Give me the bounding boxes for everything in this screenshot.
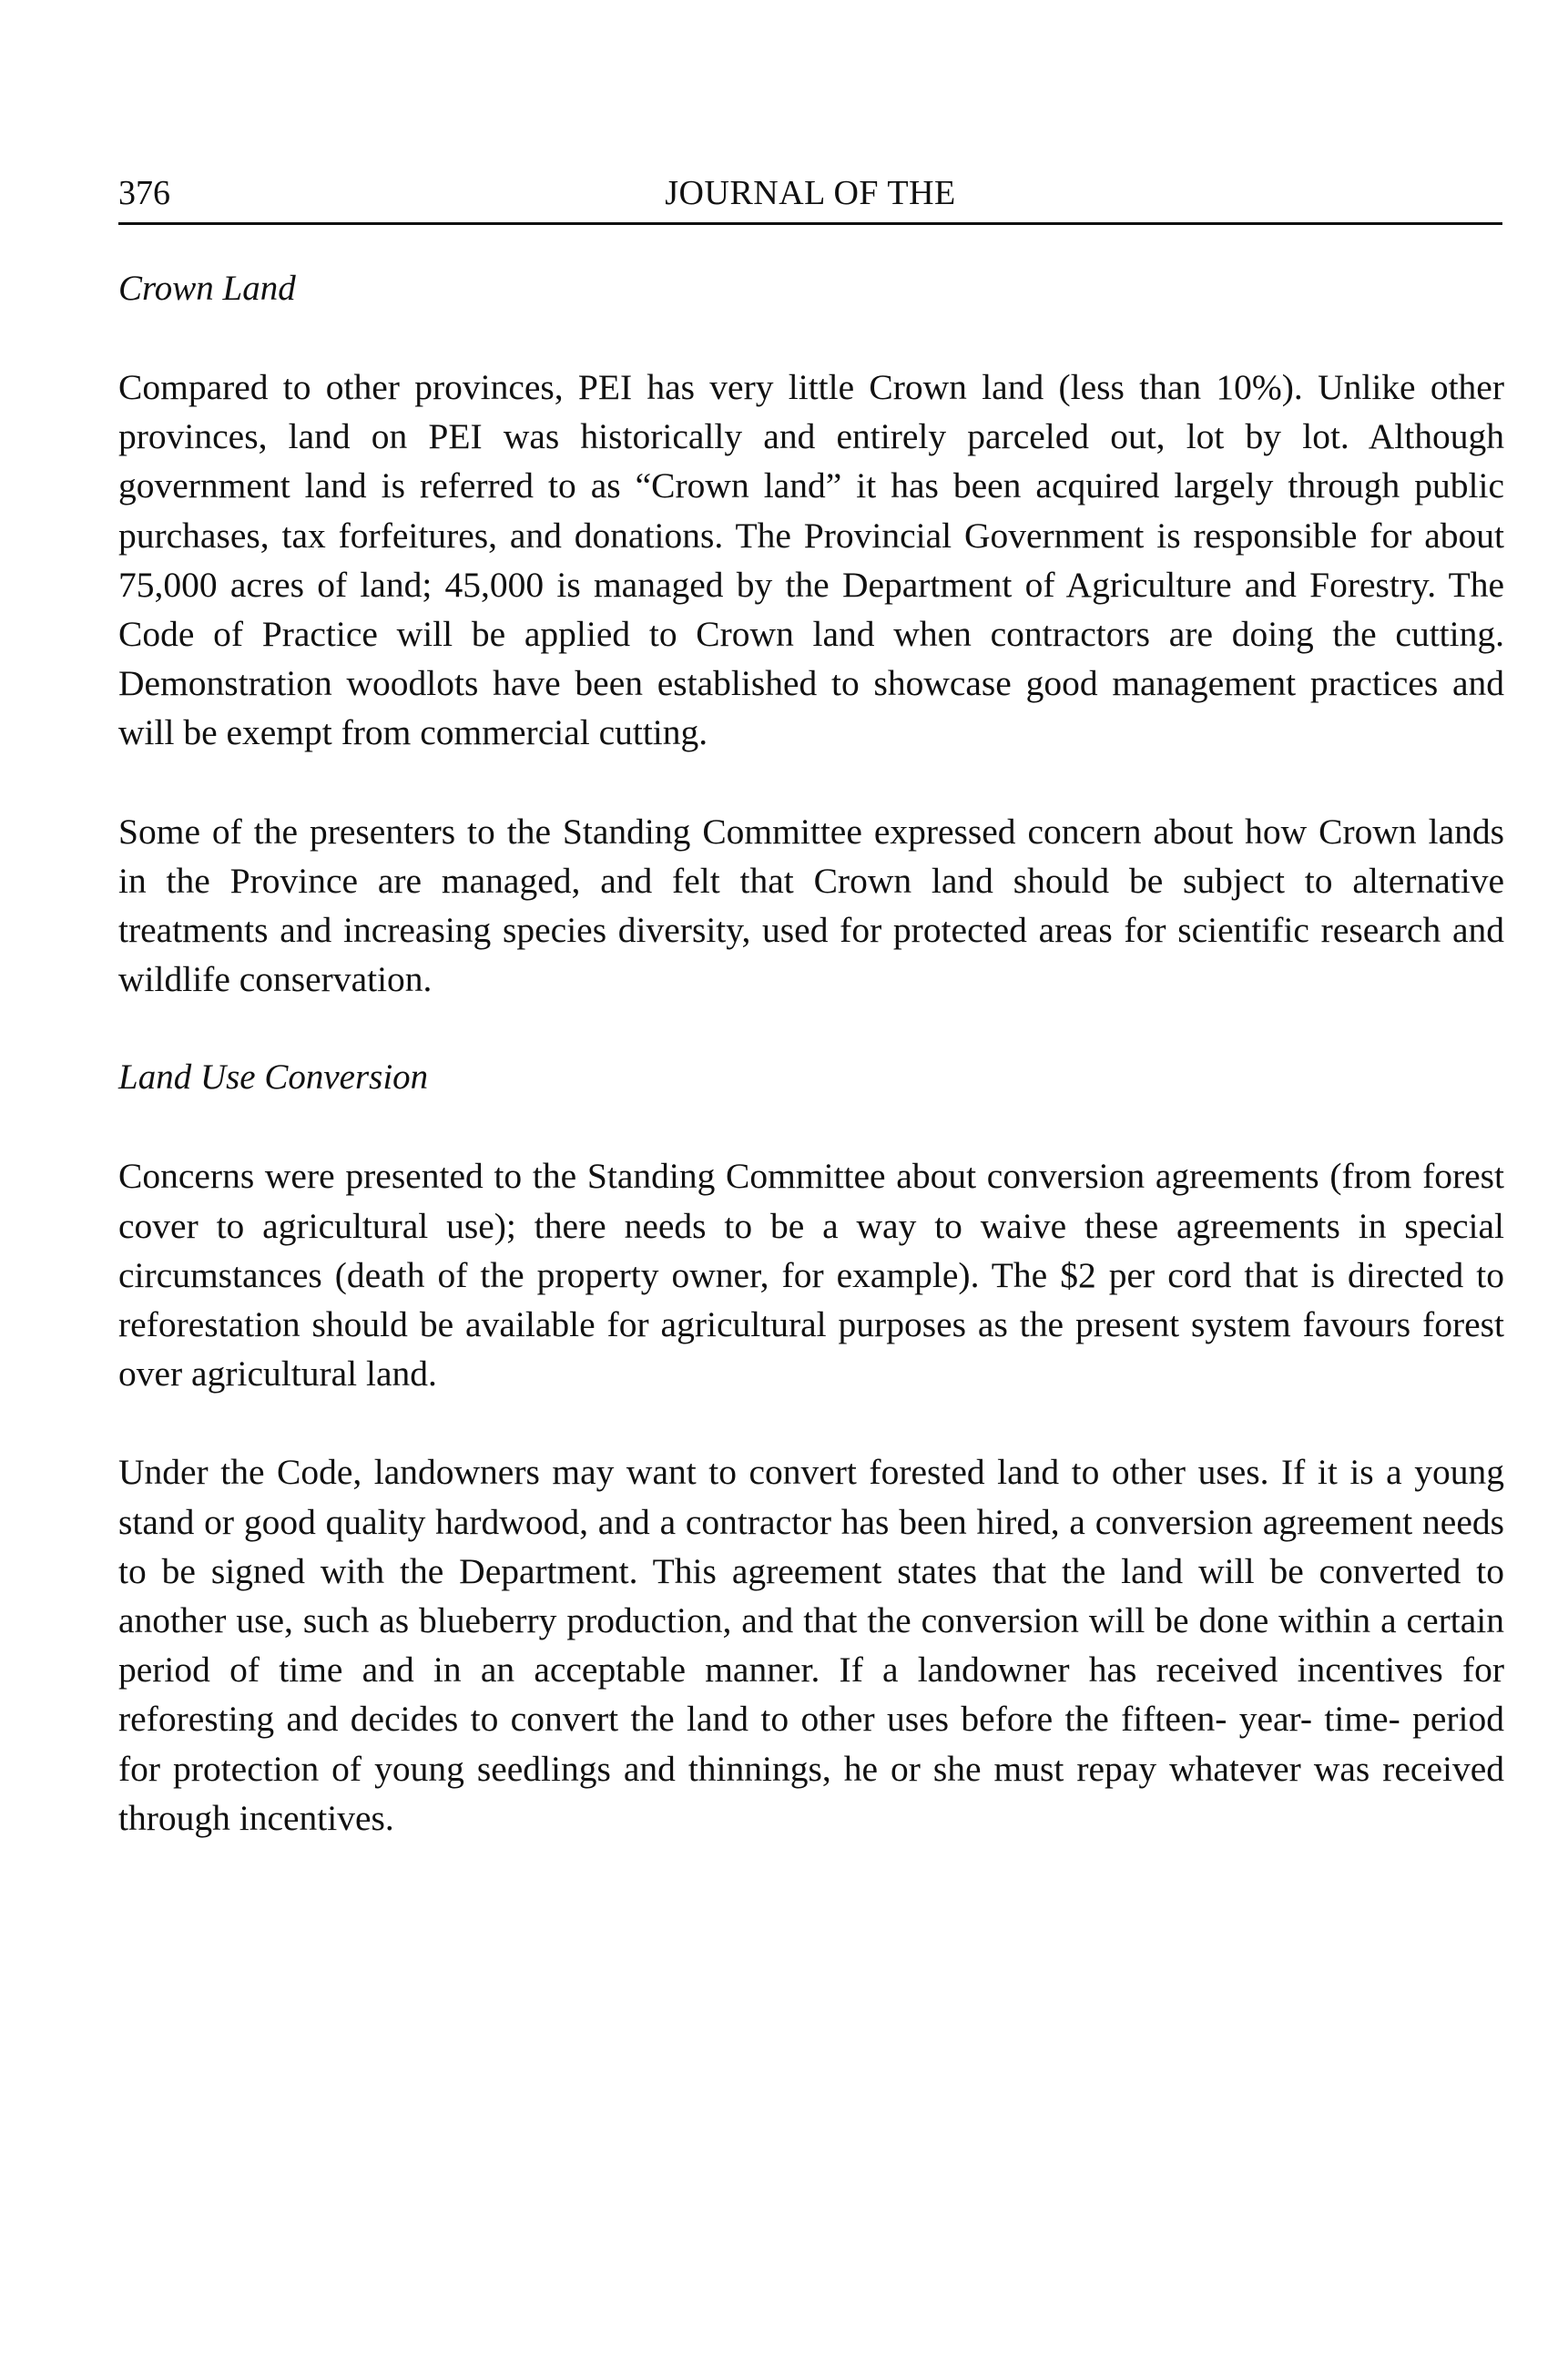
paragraph: Under the Code, landowners may want to convert forested land to other uses. If it is a young stand or good quality hardwood, and a contractor has been hired, a conversion agreement needs to be signed with the Department. This agreement states that the land will be converted to another use, such as blueberry production, and that the conversion will be done within a certain period of time and in an acceptable manner. If a landowner has received incentives for reforesting and decides to convert the land to other uses before the fifteen- year- time- period for protection of young seedlings and thinnings, he or she must repay whatever was received through incentives.	[118, 1452, 1504, 1838]
paragraph: Some of the presenters to the Standing Committee expressed concern about how Crown lands in the Province are managed, and felt that Crown land should be subject to alternative treatments and increasing species diversity, used for protected areas for scientific research and wildlife conservation.	[118, 811, 1504, 1000]
page-header	[118, 173, 1502, 225]
running-head: JOURNAL OF THE	[665, 174, 956, 212]
section-heading-land-use-conversion: Land Use Conversion	[118, 1057, 429, 1098]
paragraph: Concerns were presented to the Standing Committee about conversion agreements (from forest cover to agricultural use); there needs to be a way to waive these agreements in special circumstances (death of the property owner, for example). The $2 per cord that is directed to reforestation should be available for agricultural purposes as the present system favours forest over agricultural land.	[118, 1156, 1504, 1394]
paragraph: Compared to other provinces, PEI has very little Crown land (less than 10%). Unlike other provinces, land on PEI was historically and entirely parceled out, lot by lot. Although government land is referred to as “Crown land” it has been acquired largely through public purchases, tax forfeitures, and donations. The Provincial Government is responsible for about 75,000 acres of land; 45,000 is managed by the Department of Agriculture and Forestry. The Code of Practice will be applied to Crown land when contractors are doing the cutting. Demonstration woodlots have been established to showcase good management practices and will be exempt from commercial cutting.	[118, 367, 1504, 753]
page-number: 376	[118, 174, 170, 212]
section-heading-crown-land: Crown Land	[118, 269, 296, 308]
page-body	[118, 264, 1504, 1843]
